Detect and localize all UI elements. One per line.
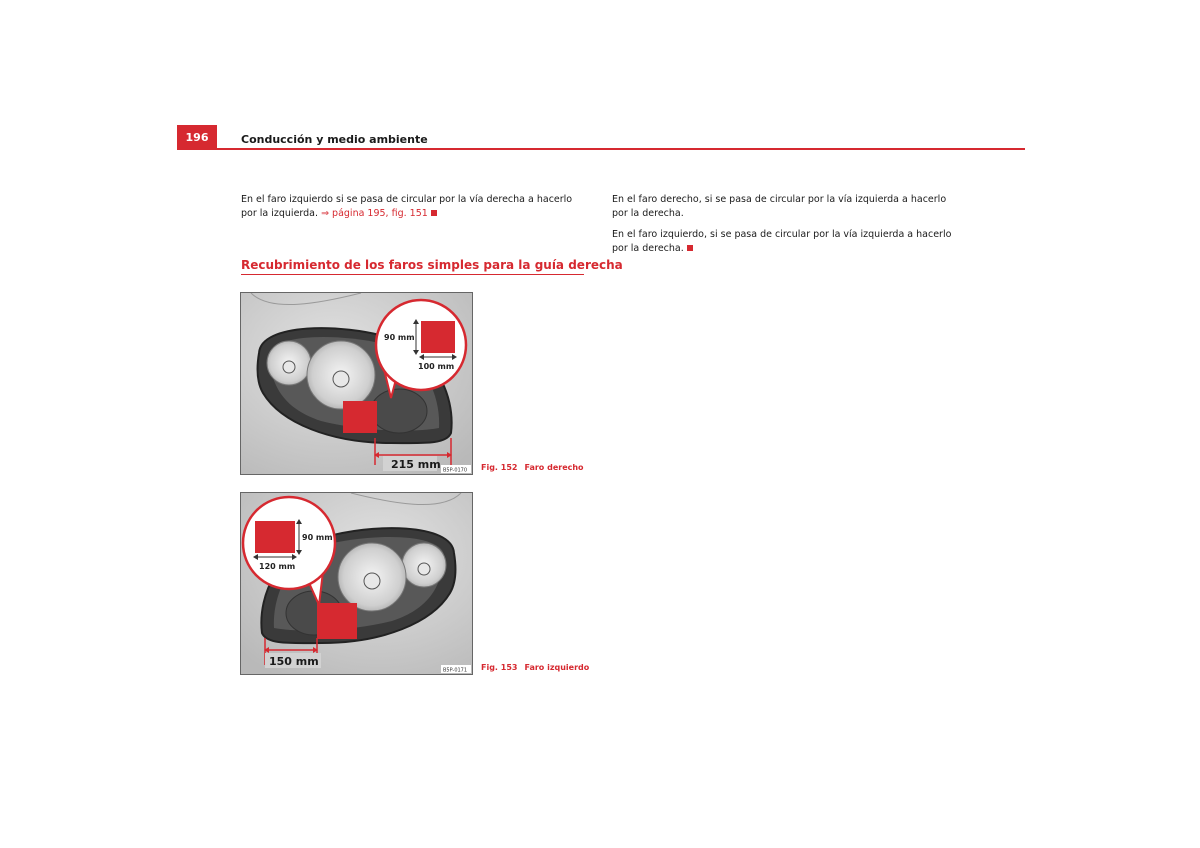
- figure-title: Faro derecho: [524, 463, 584, 472]
- end-marker-icon: [431, 210, 437, 216]
- right-paragraph-2: [612, 228, 962, 256]
- figure-number: Fig. 153: [481, 663, 518, 672]
- figure-153: [240, 492, 473, 675]
- figure-153-caption: [481, 663, 589, 672]
- figure-number: Fig. 152: [481, 463, 518, 472]
- right-paragraph-2-text: En el faro izquierdo, si se pasa de circular por la vía izquierda a hacerlo por la derecha.: [612, 229, 952, 254]
- figure-152: [240, 292, 473, 475]
- figure-code: B5P-0171: [443, 667, 468, 674]
- end-marker-icon: [687, 245, 693, 251]
- width-label: 100 mm: [418, 362, 455, 371]
- chapter-title: Conducción y medio ambiente: [241, 133, 428, 146]
- headlight-right-illustration: [241, 293, 472, 474]
- page-reference-link[interactable]: ⇒ página 195, fig. 151: [321, 208, 428, 219]
- page-number: 196: [177, 125, 217, 149]
- right-paragraph-1-text: En el faro derecho, si se pasa de circular por la vía izquierda a hacerlo por la derecha.: [612, 194, 947, 219]
- distance-label: 215 mm: [391, 458, 441, 471]
- figure-152-caption: [481, 463, 584, 472]
- distance-label: 150 mm: [269, 655, 319, 668]
- left-paragraph: [241, 193, 586, 221]
- section-heading: Recubrimiento de los faros simples para la guía derecha: [241, 258, 623, 272]
- figure-title: Faro izquierdo: [524, 663, 590, 672]
- headlight-left-illustration: [241, 493, 472, 674]
- height-label: 90 mm: [384, 333, 415, 342]
- section-rule: [241, 274, 584, 275]
- left-paragraph-text: En el faro izquierdo si se pasa de circular por la vía derecha a hacerlo por la izquierda.: [241, 194, 573, 219]
- width-label: 120 mm: [259, 562, 296, 571]
- figure-code: B5P-0170: [443, 467, 468, 474]
- right-paragraph-1: [612, 193, 962, 221]
- height-label: 90 mm: [302, 533, 333, 542]
- header-rule: [177, 148, 1025, 150]
